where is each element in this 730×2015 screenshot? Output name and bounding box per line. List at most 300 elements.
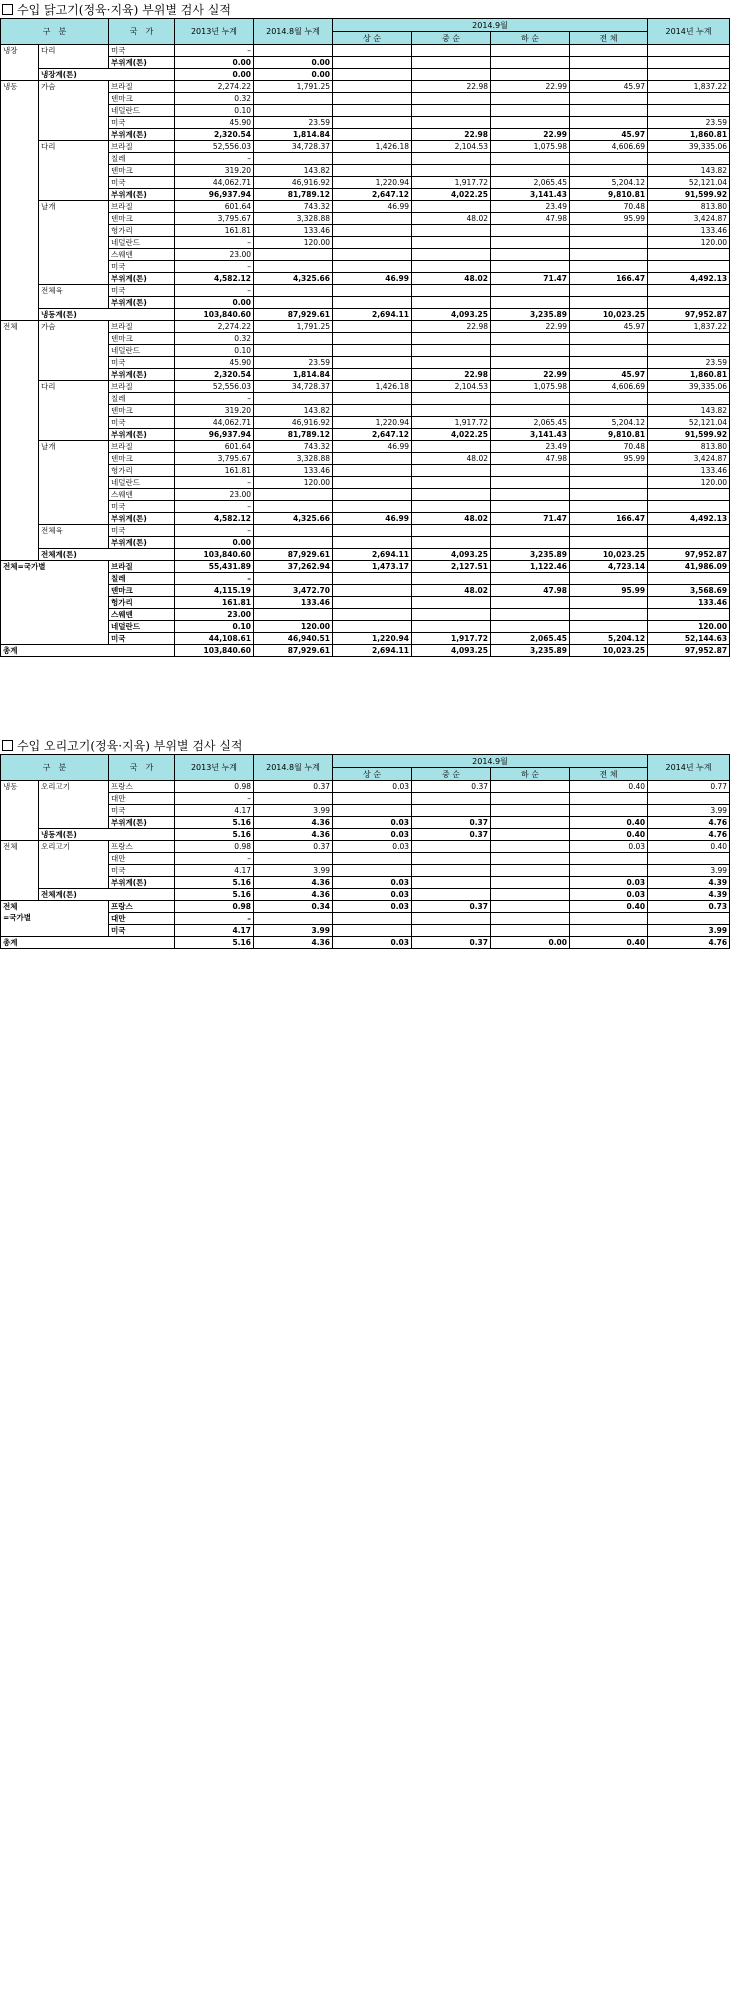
value-cell: – (175, 793, 254, 805)
table-row (1, 309, 730, 321)
value-cell: 1,860.81 (648, 369, 730, 381)
value-cell: 120.00 (254, 237, 333, 249)
value-cell: 23.00 (175, 489, 254, 501)
value-cell (333, 465, 412, 477)
table-row (1, 853, 730, 865)
table-row (1, 645, 730, 657)
country-cell: 미국 (109, 117, 175, 129)
value-cell: 46.99 (333, 273, 412, 285)
value-cell (570, 853, 648, 865)
value-cell: 133.46 (648, 465, 730, 477)
value-cell: 52,121.04 (648, 417, 730, 429)
value-cell: 0.40 (570, 937, 648, 949)
value-cell: 0.03 (570, 889, 648, 901)
value-cell: 46,916.92 (254, 177, 333, 189)
value-cell (491, 477, 570, 489)
value-cell (491, 573, 570, 585)
value-cell (333, 237, 412, 249)
value-cell: 95.99 (570, 585, 648, 597)
value-cell (570, 297, 648, 309)
table-row (1, 877, 730, 889)
value-cell: 39,335.06 (648, 141, 730, 153)
table-row (1, 633, 730, 645)
value-cell (648, 913, 730, 925)
value-cell (412, 865, 491, 877)
value-cell: 0.03 (333, 901, 412, 913)
value-cell (648, 573, 730, 585)
table-row (1, 549, 730, 561)
value-cell (491, 525, 570, 537)
value-cell: 95.99 (570, 213, 648, 225)
country-cell: 미국 (109, 525, 175, 537)
table-row (1, 465, 730, 477)
value-cell: 23.00 (175, 609, 254, 621)
value-cell (333, 81, 412, 93)
country-cell: 부위계(톤) (109, 877, 175, 889)
table-row (1, 781, 730, 793)
value-cell: 601.64 (175, 441, 254, 453)
value-cell (570, 573, 648, 585)
table-row (1, 489, 730, 501)
value-cell: 5.16 (175, 937, 254, 949)
country-cell: 덴마크 (109, 585, 175, 597)
value-cell (254, 261, 333, 273)
table-row (1, 477, 730, 489)
value-cell (491, 793, 570, 805)
value-cell (333, 213, 412, 225)
table-row (1, 105, 730, 117)
country-cell: 부위계(톤) (109, 189, 175, 201)
value-cell: 4,606.69 (570, 141, 648, 153)
header-country: 국 가 (109, 755, 175, 781)
header-country: 국 가 (109, 19, 175, 45)
value-cell (412, 841, 491, 853)
value-cell (570, 621, 648, 633)
value-cell: 3,328.88 (254, 213, 333, 225)
country-cell: 대만 (109, 913, 175, 925)
value-cell: 10,023.25 (570, 309, 648, 321)
value-cell (333, 609, 412, 621)
value-cell (412, 261, 491, 273)
value-cell: 133.46 (648, 225, 730, 237)
value-cell: – (175, 501, 254, 513)
value-cell: 3,424.87 (648, 453, 730, 465)
value-cell: 48.02 (412, 273, 491, 285)
value-cell: 23.59 (254, 357, 333, 369)
value-cell: 71.47 (491, 273, 570, 285)
value-cell: 97,952.87 (648, 645, 730, 657)
value-cell (254, 285, 333, 297)
value-cell: 0.00 (175, 69, 254, 81)
country-cell: 네덜란드 (109, 621, 175, 633)
value-cell (570, 165, 648, 177)
value-cell: 3.99 (648, 925, 730, 937)
table-row (1, 817, 730, 829)
country-cell: 부위계(톤) (109, 537, 175, 549)
value-cell: 22.99 (491, 129, 570, 141)
checkbox-square-icon (2, 4, 13, 15)
value-cell: 0.00 (175, 57, 254, 69)
value-cell (333, 597, 412, 609)
value-cell: 0.98 (175, 901, 254, 913)
table-row (1, 129, 730, 141)
table-row (1, 165, 730, 177)
value-cell (333, 477, 412, 489)
value-cell (254, 853, 333, 865)
value-cell: 44,062.71 (175, 417, 254, 429)
table-row (1, 513, 730, 525)
value-cell: – (175, 285, 254, 297)
table-row (1, 261, 730, 273)
value-cell: 3.99 (648, 805, 730, 817)
value-cell: 97,952.87 (648, 309, 730, 321)
header-2013-total: 2013년 누계 (175, 755, 254, 781)
country-cell: 미국 (109, 805, 175, 817)
section-label: 냉동 (1, 81, 39, 321)
value-cell: 3.99 (254, 805, 333, 817)
value-cell (254, 537, 333, 549)
value-cell: 4,115.19 (175, 585, 254, 597)
value-cell: – (175, 525, 254, 537)
value-cell: 71.47 (491, 513, 570, 525)
table-row (1, 345, 730, 357)
value-cell: 143.82 (648, 405, 730, 417)
value-cell: 5.16 (175, 889, 254, 901)
table-row (1, 501, 730, 513)
value-cell (412, 925, 491, 937)
value-cell: 23.49 (491, 441, 570, 453)
value-cell: 4.76 (648, 817, 730, 829)
value-cell (491, 297, 570, 309)
value-cell: 47.98 (491, 453, 570, 465)
country-cell: 부위계(톤) (109, 429, 175, 441)
country-cell: 미국 (109, 177, 175, 189)
value-cell (412, 105, 491, 117)
subtotal-label: 전체계(톤) (39, 889, 175, 901)
value-cell: 4.17 (175, 925, 254, 937)
value-cell: 5,204.12 (570, 417, 648, 429)
value-cell (412, 877, 491, 889)
value-cell: – (175, 393, 254, 405)
country-cell: 대만 (109, 793, 175, 805)
value-cell: – (175, 913, 254, 925)
value-cell (491, 93, 570, 105)
value-cell: 743.32 (254, 201, 333, 213)
country-cell: 덴마크 (109, 93, 175, 105)
value-cell: 1,426.18 (333, 381, 412, 393)
value-cell: 1,814.84 (254, 129, 333, 141)
country-cell: 칠레 (109, 153, 175, 165)
value-cell: 87,929.61 (254, 549, 333, 561)
value-cell (491, 621, 570, 633)
duck-table (0, 754, 730, 949)
value-cell (333, 165, 412, 177)
value-cell: 47.98 (491, 213, 570, 225)
value-cell: 161.81 (175, 225, 254, 237)
header-2014-aug-total: 2014.8월 누계 (254, 19, 333, 45)
value-cell: 87,929.61 (254, 309, 333, 321)
table-row (1, 937, 730, 949)
value-cell: 0.03 (333, 781, 412, 793)
country-cell: 미국 (109, 261, 175, 273)
value-cell (412, 525, 491, 537)
checkbox-square-icon (2, 740, 13, 751)
value-cell: 4.36 (254, 817, 333, 829)
value-cell: 4,325.66 (254, 513, 333, 525)
value-cell: 0.40 (648, 841, 730, 853)
value-cell: 0.37 (412, 781, 491, 793)
country-cell: 미국 (109, 285, 175, 297)
value-cell: 1,814.84 (254, 369, 333, 381)
table-row (1, 57, 730, 69)
table-row (1, 249, 730, 261)
country-cell: 덴마크 (109, 165, 175, 177)
value-cell: 103,840.60 (175, 549, 254, 561)
value-cell: 70.48 (570, 201, 648, 213)
table-row (1, 177, 730, 189)
table-row (1, 357, 730, 369)
value-cell: 22.98 (412, 129, 491, 141)
value-cell (491, 285, 570, 297)
value-cell: 1,791.25 (254, 321, 333, 333)
value-cell: 4,325.66 (254, 273, 333, 285)
country-cell: 브라질 (109, 441, 175, 453)
value-cell (333, 453, 412, 465)
table-row (1, 621, 730, 633)
value-cell (412, 441, 491, 453)
value-cell (412, 45, 491, 57)
value-cell (333, 69, 412, 81)
table-row (1, 381, 730, 393)
value-cell: 5,204.12 (570, 177, 648, 189)
value-cell (648, 249, 730, 261)
value-cell: 133.46 (254, 465, 333, 477)
value-cell (333, 285, 412, 297)
part-label: 전체육 (39, 525, 109, 549)
table-row (1, 369, 730, 381)
chicken-section (0, 2, 730, 657)
value-cell (333, 225, 412, 237)
value-cell: 48.02 (412, 585, 491, 597)
table-row (1, 585, 730, 597)
value-cell (491, 609, 570, 621)
country-cell: 부위계(톤) (109, 57, 175, 69)
table-row (1, 333, 730, 345)
value-cell (648, 69, 730, 81)
country-cell: 덴마크 (109, 333, 175, 345)
value-cell (412, 153, 491, 165)
value-cell (491, 261, 570, 273)
country-cell: 부위계(톤) (109, 297, 175, 309)
value-cell (570, 393, 648, 405)
value-cell (491, 225, 570, 237)
value-cell (491, 817, 570, 829)
value-cell (570, 105, 648, 117)
value-cell: 1,917.72 (412, 177, 491, 189)
value-cell (570, 465, 648, 477)
section-label: 총계 (1, 645, 175, 657)
value-cell: 45.97 (570, 129, 648, 141)
value-cell: 0.37 (412, 901, 491, 913)
header-mid: 중 순 (412, 768, 491, 781)
value-cell (570, 45, 648, 57)
table-row (1, 925, 730, 937)
value-cell: 4.17 (175, 805, 254, 817)
value-cell (412, 357, 491, 369)
value-cell (570, 237, 648, 249)
table-row (1, 417, 730, 429)
value-cell: 0.37 (412, 937, 491, 949)
value-cell (333, 345, 412, 357)
value-cell: 0.03 (333, 817, 412, 829)
value-cell (570, 913, 648, 925)
value-cell: 34,728.37 (254, 381, 333, 393)
value-cell (412, 853, 491, 865)
value-cell: 47.98 (491, 585, 570, 597)
value-cell (333, 297, 412, 309)
value-cell: 1,220.94 (333, 633, 412, 645)
value-cell (412, 201, 491, 213)
country-cell: 헝가리 (109, 225, 175, 237)
value-cell (333, 321, 412, 333)
value-cell (570, 117, 648, 129)
duck-heading (0, 738, 730, 754)
table-row (1, 117, 730, 129)
value-cell: 601.64 (175, 201, 254, 213)
value-cell (648, 853, 730, 865)
table-row (1, 213, 730, 225)
value-cell: 0.40 (570, 901, 648, 913)
value-cell (648, 261, 730, 273)
value-cell: 45.97 (570, 369, 648, 381)
value-cell: 4.36 (254, 889, 333, 901)
chicken-heading (0, 2, 730, 18)
value-cell (570, 405, 648, 417)
value-cell (491, 829, 570, 841)
table-row (1, 453, 730, 465)
section-label: 전체=국가별 (1, 561, 109, 645)
value-cell: 0.00 (254, 69, 333, 81)
country-cell: 칠레 (109, 573, 175, 585)
value-cell: 2,694.11 (333, 549, 412, 561)
subtotal-label: 냉동계(톤) (39, 829, 175, 841)
value-cell (491, 333, 570, 345)
value-cell: 2,647.12 (333, 189, 412, 201)
value-cell: 23.49 (491, 201, 570, 213)
value-cell: 22.98 (412, 369, 491, 381)
value-cell (333, 357, 412, 369)
part-label: 날개 (39, 201, 109, 285)
value-cell (412, 405, 491, 417)
value-cell (491, 393, 570, 405)
header-2014-total: 2014년 누계 (648, 755, 730, 781)
header-early: 상 순 (333, 768, 412, 781)
value-cell (570, 597, 648, 609)
country-cell: 미국 (109, 865, 175, 877)
value-cell (491, 237, 570, 249)
value-cell: 0.98 (175, 781, 254, 793)
value-cell: 81,789.12 (254, 189, 333, 201)
value-cell (648, 525, 730, 537)
value-cell (491, 901, 570, 913)
value-cell: 23.59 (254, 117, 333, 129)
header-mid: 중 순 (412, 32, 491, 45)
country-cell: 미국 (109, 417, 175, 429)
value-cell: 0.32 (175, 93, 254, 105)
header-sep-total: 전 체 (570, 768, 648, 781)
header-2014-aug-total: 2014.8월 누계 (254, 755, 333, 781)
value-cell (412, 913, 491, 925)
country-cell: 브라질 (109, 321, 175, 333)
value-cell: 5,204.12 (570, 633, 648, 645)
value-cell: 0.73 (648, 901, 730, 913)
value-cell (333, 585, 412, 597)
value-cell: – (175, 573, 254, 585)
value-cell: 0.03 (333, 937, 412, 949)
value-cell: 2,694.11 (333, 645, 412, 657)
value-cell (254, 249, 333, 261)
value-cell (333, 793, 412, 805)
value-cell (412, 597, 491, 609)
value-cell: 0.98 (175, 841, 254, 853)
value-cell: 1,220.94 (333, 417, 412, 429)
table-row (1, 141, 730, 153)
value-cell (491, 465, 570, 477)
part-label: 오리고기 (39, 841, 109, 889)
value-cell: – (175, 153, 254, 165)
header-row (1, 19, 730, 32)
value-cell: 0.40 (570, 781, 648, 793)
value-cell (412, 393, 491, 405)
country-cell: 대만 (109, 853, 175, 865)
table-row (1, 201, 730, 213)
value-cell: 87,929.61 (254, 645, 333, 657)
value-cell: 1,791.25 (254, 81, 333, 93)
value-cell (648, 393, 730, 405)
table-row (1, 561, 730, 573)
value-cell: 5.16 (175, 877, 254, 889)
value-cell: 2,065.45 (491, 633, 570, 645)
value-cell: 1,220.94 (333, 177, 412, 189)
section-label: 전체 (1, 841, 39, 901)
value-cell (648, 345, 730, 357)
value-cell (412, 501, 491, 513)
country-cell: 부위계(톤) (109, 817, 175, 829)
value-cell (491, 501, 570, 513)
value-cell (491, 865, 570, 877)
value-cell (412, 793, 491, 805)
chicken-table (0, 18, 730, 657)
country-cell: 부위계(톤) (109, 273, 175, 285)
value-cell (491, 597, 570, 609)
value-cell (412, 285, 491, 297)
country-cell: 덴마크 (109, 213, 175, 225)
value-cell (333, 117, 412, 129)
section-label: 냉동 (1, 781, 39, 841)
part-label: 전체육 (39, 285, 109, 309)
value-cell (491, 841, 570, 853)
value-cell (570, 525, 648, 537)
value-cell: 2,320.54 (175, 129, 254, 141)
value-cell: 0.10 (175, 345, 254, 357)
table-row (1, 273, 730, 285)
value-cell: 52,144.63 (648, 633, 730, 645)
value-cell (570, 333, 648, 345)
value-cell: 23.00 (175, 249, 254, 261)
country-cell: 네덜란드 (109, 105, 175, 117)
value-cell (491, 537, 570, 549)
value-cell: 4,093.25 (412, 309, 491, 321)
